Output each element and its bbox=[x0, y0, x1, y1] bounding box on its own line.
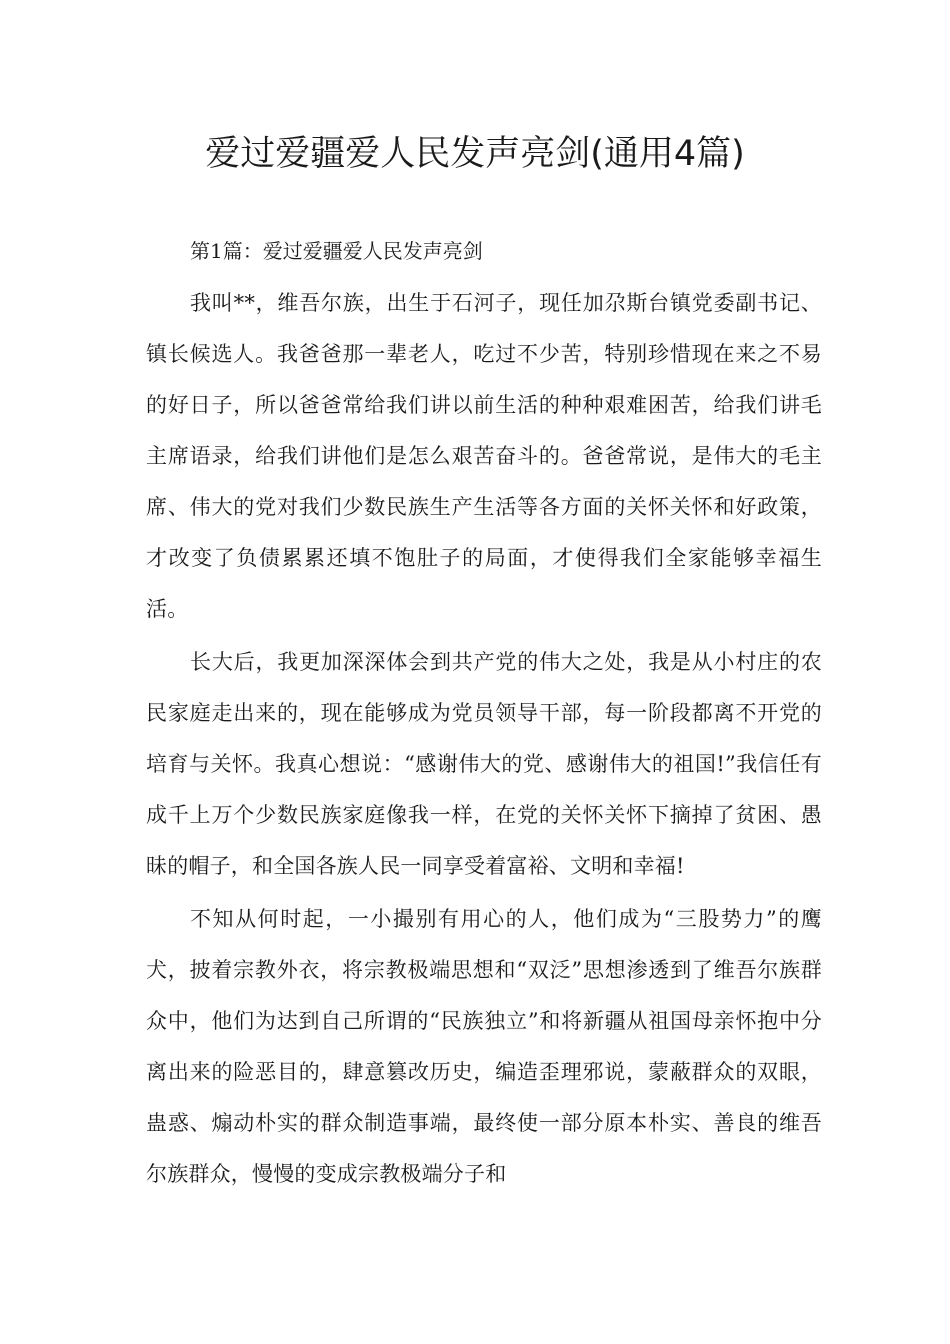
document-title: 爱过爱疆爱人民发声亮剑(通用4篇) bbox=[205, 134, 745, 174]
document-body bbox=[146, 232, 822, 1202]
paragraph-2: 长大后，我更加深深体会到共产党的伟大之处，我是从小村庄的农民家庭走出来的，现在能够成为党员领导干部，每一阶段都离不开党的培育与关怀。我真心想说：“感谢伟大的党、感谢伟大的祖国!”我信任有成千上万个少数民族家庭像我一样，在党的关怀关怀下摘掉了贫困、愚昧的帽子，和全国各族人民一同享受着富裕、文明和幸福! bbox=[146, 650, 822, 878]
paragraph-3: 不知从何时起，一小撮别有用心的人，他们成为“三股势力”的鹰犬，披着宗教外衣，将宗教极端思想和“双泛”思想渗透到了维吾尔族群众中，他们为达到自己所谓的“民族独立”和将新疆从祖国母亲怀抱中分离出来的险恶目的，肆意篡改历史，编造歪理邪说，蒙蔽群众的双眼，蛊惑、煽动朴实的群众制造事端，最终使一部分原本朴实、善良的维吾尔族群众，慢慢的变成宗教极端分子和 bbox=[146, 907, 822, 1186]
paragraph-1: 我叫**，维吾尔族，出生于石河子，现任加尕斯台镇党委副书记、镇长候选人。我爸爸那一辈老人，吃过不少苦，特别珍惜现在来之不易的好日子，所以爸爸常给我们讲以前生活的种种艰难困苦，给我们讲毛主席语录，给我们讲他们是怎么艰苦奋斗的。爸爸常说，是伟大的毛主席、伟大的党对我们少数民族生产生活等各方面的关怀关怀和好政策，才改变了负债累累还填不饱肚子的局面，才使得我们全家能够幸福生活。 bbox=[146, 291, 822, 621]
section-heading: 第1篇：爱过爱疆爱人民发声亮剑 bbox=[190, 239, 483, 263]
